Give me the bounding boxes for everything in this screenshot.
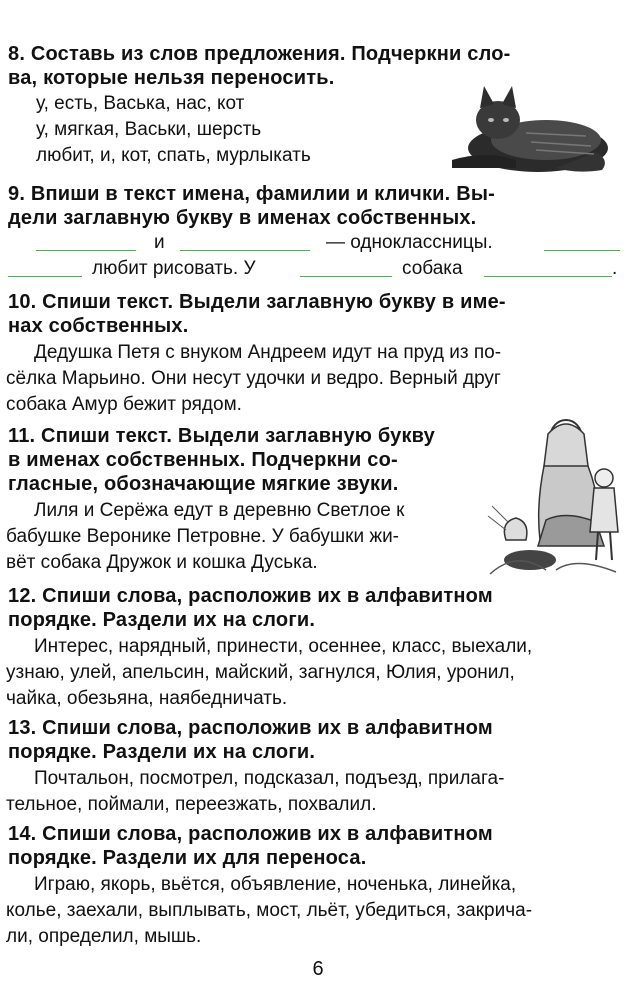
task-13-head-line1: 13. Спиши слова, расположив их в алфавитном bbox=[8, 717, 493, 739]
task-13-head-line2: порядке. Раздели их на слоги. bbox=[8, 741, 316, 763]
task-9-word-sobaka: собака bbox=[402, 258, 463, 279]
task-10-head-line2: нах собственных. bbox=[8, 315, 189, 337]
task-14-line-2: колье, заехали, выплывать, мост, льёт, убедиться, закрича- bbox=[6, 900, 533, 921]
task-13 bbox=[0, 716, 636, 818]
task-8-head-line1: 8. Составь из слов предложения. Подчеркни сло- bbox=[8, 43, 511, 65]
task-11-head-line3: гласные, обозначающие мягкие звуки. bbox=[8, 473, 399, 495]
task-11-line-2: бабушке Веронике Петровне. У бабушки жи- bbox=[6, 526, 400, 547]
task-14-line-1: Играю, якорь, вьётся, объявление, ноченька, линейка, bbox=[34, 874, 517, 895]
task-12-head-line2: порядке. Раздели их на слоги. bbox=[8, 609, 316, 631]
task-10-line-2: сёлка Марьино. Они несут удочки и ведро. Верный друг bbox=[6, 368, 501, 389]
task-9-head-line1: 9. Впиши в текст имена, фамилии и клички. Вы- bbox=[8, 183, 495, 205]
task-8-line-2: у, мягкая, Васьки, шерсть bbox=[36, 119, 262, 140]
task-12-head-line1: 12. Спиши слова, расположив их в алфавитном bbox=[8, 585, 493, 607]
task-13-line-2: тельное, поймали, переезжать, похвалил. bbox=[6, 794, 377, 815]
task-10-heading bbox=[0, 290, 636, 338]
grandmother-children-illustration bbox=[486, 410, 632, 576]
task-9-word-lyubit: любит рисовать. У bbox=[92, 258, 256, 279]
task-12 bbox=[0, 584, 636, 712]
task-14 bbox=[0, 822, 636, 950]
blank-2[interactable] bbox=[180, 236, 310, 251]
task-10-text bbox=[0, 340, 636, 418]
task-9-head-line2: дели заглавную букву в именах собственных. bbox=[8, 207, 477, 229]
task-11-head-line1: 11. Спиши текст. Выдели заглавную букву bbox=[8, 425, 435, 447]
blank-3[interactable] bbox=[544, 236, 620, 251]
task-12-words bbox=[0, 634, 636, 712]
task-10-line-3: собака Амур бежит рядом. bbox=[6, 394, 242, 415]
task-11-text bbox=[0, 498, 530, 576]
task-10 bbox=[0, 290, 636, 418]
task-8-line-3: любит, и, кот, спать, мурлыкать bbox=[36, 145, 311, 166]
task-8-line-1: у, есть, Васька, нас, кот bbox=[36, 93, 245, 114]
task-14-head-line1: 14. Спиши слова, расположив их в алфавитном bbox=[8, 823, 493, 845]
task-9 bbox=[0, 182, 636, 284]
task-12-heading bbox=[0, 584, 636, 632]
task-14-heading bbox=[0, 822, 636, 870]
task-9-word-i: и bbox=[154, 232, 165, 253]
task-14-head-line2: порядке. Раздели их для переноса. bbox=[8, 847, 367, 869]
task-13-heading bbox=[0, 716, 636, 764]
task-11-line-1: Лиля и Серёжа едут в деревню Светлое к bbox=[34, 500, 405, 521]
page-number: 6 bbox=[312, 958, 324, 980]
task-13-line-1: Почтальон, посмотрел, подсказал, подъезд, прилага- bbox=[34, 768, 505, 789]
task-13-words bbox=[0, 766, 636, 818]
task-10-line-1: Дедушка Петя с внуком Андреем идут на пруд из по- bbox=[34, 342, 502, 363]
task-9-word-dot: . bbox=[612, 258, 618, 279]
blank-1[interactable] bbox=[36, 236, 136, 251]
task-14-words bbox=[0, 872, 636, 950]
blank-5[interactable] bbox=[300, 262, 392, 277]
blank-6[interactable] bbox=[484, 262, 612, 277]
task-9-heading bbox=[0, 182, 636, 230]
task-12-line-1: Интерес, нарядный, принести, осеннее, класс, выехали, bbox=[34, 636, 533, 657]
task-12-line-2: узнаю, улей, апельсин, майский, загнулся, Юлия, уронил, bbox=[6, 662, 515, 683]
cat-illustration bbox=[446, 78, 612, 178]
task-12-line-3: чайка, обезьяна, наябедничать. bbox=[6, 688, 288, 709]
task-11-head-line2: в именах собственных. Подчеркни со- bbox=[8, 449, 398, 471]
task-11-heading bbox=[0, 424, 530, 496]
task-11 bbox=[0, 424, 530, 576]
task-9-fill-text bbox=[0, 230, 636, 284]
blank-4[interactable] bbox=[8, 262, 82, 277]
task-10-head-line1: 10. Спиши текст. Выдели заглавную букву в име- bbox=[8, 291, 506, 313]
task-14-line-3: ли, определил, мышь. bbox=[6, 926, 202, 947]
task-9-word-dash: — одноклассницы. bbox=[326, 232, 493, 253]
task-11-line-3: вёт собака Дружок и кошка Дуська. bbox=[6, 552, 318, 573]
task-8-head-line2: ва, которые нельзя переносить. bbox=[8, 67, 335, 89]
